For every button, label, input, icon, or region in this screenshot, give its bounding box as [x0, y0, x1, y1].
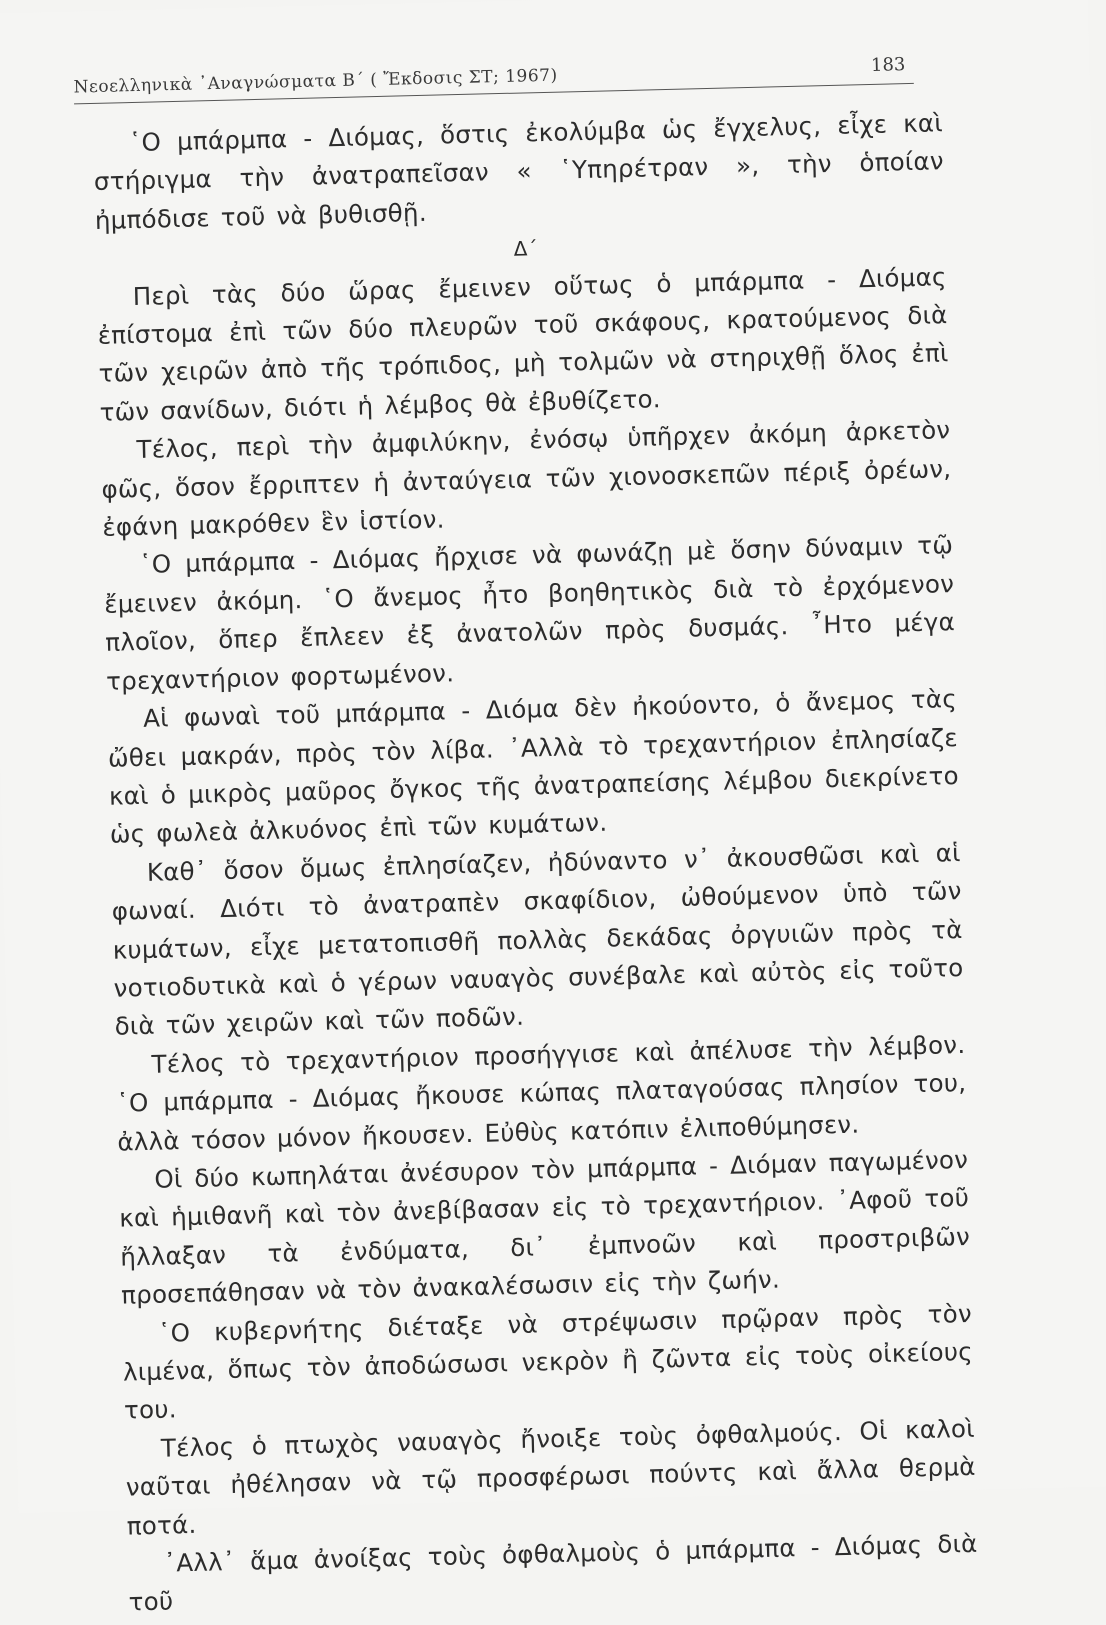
paragraph: Οἱ δύο κωπηλάται ἀνέσυρον τὸν μπάρμπα - Διόμαν παγωμένον καὶ ἡμιθανῆ καὶ τὸν ἀνεβίβασαν εἰς τὸ τρεχαντήριον. ᾿Αφοῦ τοῦ ἤλλαξαν τὰ ἐνδύματα, δι᾿ ἐμπνοῶν καὶ προστριβῶν προσεπάθησαν νὰ τὸν ἀνακαλέσωσιν εἰς τὴν ζωήν. — [118, 1144, 971, 1310]
paragraph: Τέλος, περὶ τὴν ἀμφιλύκην, ἐνόσῳ ὑπῆρχεν ἀκόμη ἀρκετὸν φῶς, ὅσον ἔρριπτεν ἡ ἀνταύγεια τῶν χιονοσκεπῶν πέριξ ὀρέων, ἐφάνη μακρόθεν ἓν ἱστίον. — [101, 415, 952, 542]
body-text — [93, 104, 979, 1622]
paragraph: ᾿Αλλ᾿ ἅμα ἀνοίξας τοὺς ὀφθαλμοὺς ὁ μπάρμπα - Διόμας διὰ τοῦ — [128, 1528, 978, 1617]
running-head — [73, 53, 914, 105]
paragraph: Τέλος τὸ τρεχαντήριον προσήγγισε καὶ ἀπέλυσε τὴν λέμβον. ῾Ο μπάρμπα - Διόμας ἤκουσε κώπας πλαταγούσας πλησίον του, ἀλλὰ τόσον μόνον ἤκουσεν. Εὐθὺς κατόπιν ἐλιποθύμησεν. — [116, 1029, 967, 1157]
paragraph: ῾Ο μπάρμπα - Διόμας, ὅστις ἐκολύμβα ὡς ἔγχελυς, εἶχε καὶ στήριγμα τὴν ἀνατραπεῖσαν « ῾Υπηρέτραν », τὴν ὁποίαν ἠμπόδισε τοῦ νὰ βυθισθῇ. — [93, 108, 945, 235]
page-number: 183 — [870, 54, 906, 76]
paragraph: Περὶ τὰς δύο ὥρας ἔμεινεν οὕτως ὁ μπάρμπα - Διόμας ἐπίστομα ἐπὶ τῶν δύο πλευρῶν τοῦ σκάφους, κρατούμενος διὰ τῶν χειρῶν ἀπὸ τῆς τρόπιδος, μὴ τολμῶν νὰ στηριχθῇ ὅλος ἐπὶ τῶν σανίδων, διότι ἡ λέμβος θὰ ἐβυθίζετο. — [97, 261, 949, 427]
paragraph: Καθ᾿ ὅσον ὅμως ἐπλησίαζεν, ἠδύναντο ν᾿ ἀκουσθῶσι καὶ αἱ φωναί. Διότι τὸ ἀνατραπὲν σκαφίδιον, ὠθούμενον ὑπὸ τῶν κυμάτων, εἶχε μετατοπισθῆ πολλὰς δεκάδας ὀργυιῶν πρὸς τὰ νοτιοδυτικὰ καὶ ὁ γέρων ναυαγὸς συνέβαλε καὶ αὐτὸς εἰς τοῦτο διὰ τῶν χειρῶν καὶ τῶν ποδῶν. — [111, 837, 964, 1042]
paragraph: Τέλος ὁ πτωχὸς ναυαγὸς ἤνοιξε τοὺς ὀφθαλμούς. Οἱ καλοὶ ναῦται ἠθέλησαν νὰ τῷ προσφέρωσι πούντς καὶ ἄλλα θερμὰ ποτά. — [125, 1413, 976, 1541]
paragraph: Αἱ φωναὶ τοῦ μπάρμπα - Διόμα δὲν ἠκούοντο, ὁ ἄνεμος τὰς ὤθει μακράν, πρὸς τὸν λίβα. ᾿Αλλὰ τὸ τρεχαντήριον ἐπλησίαζε καὶ ὁ μικρὸς μαῦρος ὄγκος τῆς ἀνατραπείσης λέμβου διεκρίνετο ὡς φωλεὰ ἀλκυόνος ἐπὶ τῶν κυμάτων. — [107, 684, 960, 850]
paragraph: ῾Ο κυβερνήτης διέταξε νὰ στρέψωσιν πρῷραν πρὸς τὸν λιμένα, ὅπως τὸν ἀποδώσωσι νεκρὸν ἢ ζῶντα εἰς τοὺς οἰκείους του. — [122, 1298, 974, 1426]
running-title: Νεοελληνικὰ ᾿Αναγνώσματα Β΄ ( Ἔκδοσις ΣΤ; 1967) — [73, 65, 558, 98]
section-heading-label: Δ΄ — [513, 236, 539, 261]
paragraph: ῾Ο μπάρμπα - Διόμας ἤρχισε νὰ φωνάζῃ μὲ ὅσην δύναμιν τῷ ἔμεινεν ἀκόμη. ῾Ο ἄνεμος ἦτο βοηθητικὸς διὰ τὸ ἐρχόμενον πλοῖον, ὅπερ ἔπλεεν ἐξ ἀνατολῶν πρὸς δυσμάς. ῏Ητο μέγα τρεχαντήριον φορτωμένον. — [103, 530, 956, 696]
